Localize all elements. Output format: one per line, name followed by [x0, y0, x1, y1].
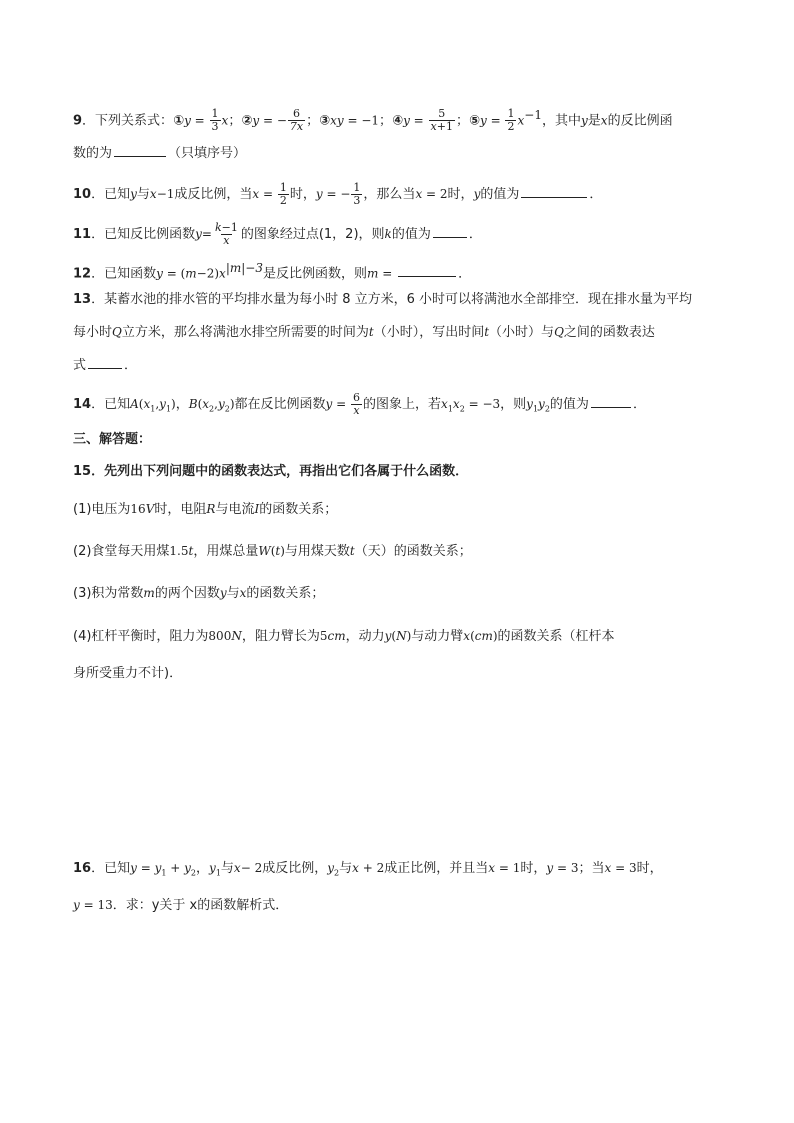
question-number: 12 [73, 266, 92, 282]
answer-blank[interactable] [114, 142, 166, 157]
question-15-part4-line2: 身所受重力不计)． [73, 666, 183, 681]
question-13-line3: 式 ． [73, 354, 137, 376]
question-16: 16．已知$y = y_1 + y_2$，$y_1$与x− 2成反比例，$y_2$与x + 2成正比例，并且当x = 1时，y = 3；当x = 3时， [73, 861, 663, 878]
option-marker: ⑤ [469, 113, 481, 129]
answer-blank[interactable] [398, 262, 456, 277]
question-number: 15 [73, 464, 92, 479]
option-marker: ② [241, 113, 253, 129]
answer-blank[interactable] [88, 354, 122, 369]
question-13-line2: 每小时Q立方米，那么将满池水排空所需要的时间为t（小时），写出时间t（小时）与Q之间的函数表达 [73, 325, 655, 340]
question-15: 15．先列出下列问题中的函数表达式，再指出它们各属于什么函数． [73, 464, 469, 479]
question-number: 13 [73, 292, 92, 307]
question-number: 10 [73, 187, 92, 202]
question-9-line2: 数的为 （只填序号） [73, 142, 246, 164]
question-9: 9．下列关系式：①y = $\frac{1}{3}$ x；②y = − $\frac{6}{7x}$ ；③xy = −1；④y = $\frac{5}{x+1}$ ；⑤y = $\frac{1}{2}$ $x^{-1}$，其中y是x的反比例函 [73, 107, 673, 134]
question-13: 13．某蓄水池的排水管的平均排水量为每小时 8 立方米，6 小时可以将满池水全部排空．现在排水量为平均 [73, 292, 693, 307]
question-15-part2: (2)食堂每天用煤1.5t，用煤总量W(t)与用煤天数t（天）的函数关系； [73, 544, 472, 559]
question-text: ．下列关系式： [82, 113, 174, 129]
option-marker: ④ [392, 113, 404, 129]
question-12: 12．已知函数$y = (m-2)x^{|m|-3}$是反比例函数，则m = ． [73, 261, 472, 282]
answer-blank[interactable] [521, 183, 587, 198]
question-16-line2: y = 13．求：y关于 x的函数解析式． [73, 898, 289, 913]
answer-blank[interactable] [433, 223, 467, 238]
question-15-part1: (1)电压为16V时，电阻R与电流I的函数关系； [73, 502, 338, 517]
answer-blank[interactable] [591, 393, 631, 408]
question-number: 14 [73, 397, 92, 412]
question-10: 10．已知y与x−1成反比例，当x = $\frac{1}{2}$ 时，y = − $\frac{1}{3}$ ，那么当x = 2时，y的值为 ． [73, 181, 603, 207]
question-number: 16 [73, 861, 92, 876]
question-11: 11．已知反比例函数y= $\frac{k-1}{x}$ 的图象经过点(1，2)，则k的值为 ． [73, 221, 482, 247]
question-number: 11 [73, 227, 92, 242]
question-14: 14．已知$A(x_1,y_1)$，$B(x_2,y_2)$都在反比例函数y = $\frac{6}{x}$ 的图象上，若$x_1x_2 = -3$，则$y_1y_2$的值为 ． [73, 391, 646, 417]
question-15-part4: (4)杠杆平衡时，阻力为800N，阻力臂长为5cm，动力y(N)与动力臂x(cm)的函数关系（杠杆本 [73, 629, 615, 644]
option-marker: ① [173, 113, 185, 129]
question-15-part3: (3)积为常数m的两个因数y与x的函数关系； [73, 586, 325, 601]
option-marker: ③ [319, 113, 331, 129]
section-heading: 三、解答题： [73, 432, 152, 447]
question-number: 9 [73, 113, 83, 129]
